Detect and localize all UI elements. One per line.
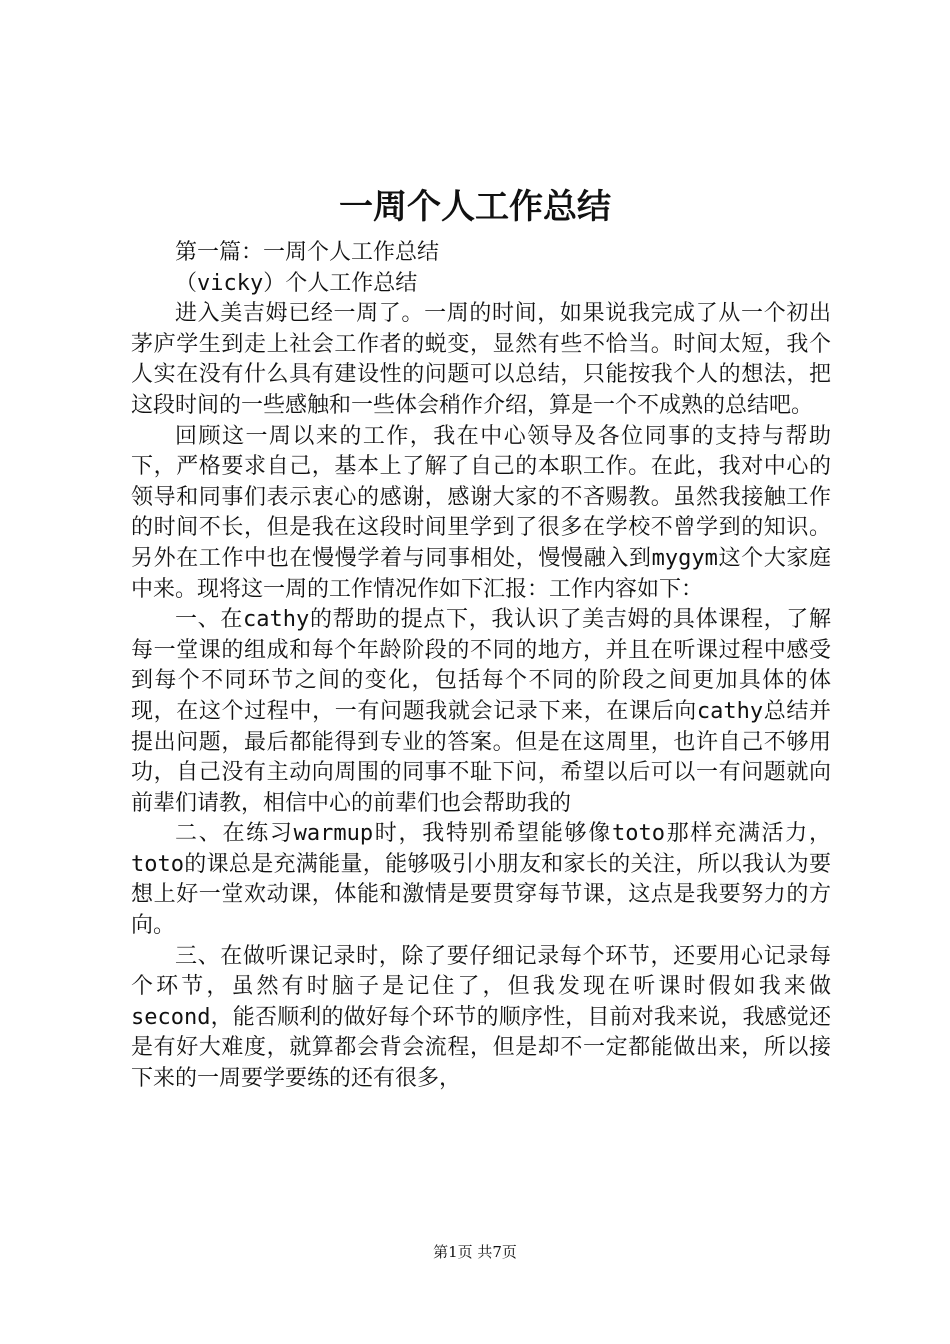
page-number-footer: 第1页 共7页 [433, 1243, 517, 1261]
paragraph: 进入美吉姆已经一周了。一周的时间，如果说我完成了从一个初出茅庐学生到走上社会工作者的蜕变，显然有些不恰当。时间太短，我个人实在没有什么具有建设性的问题可以总结，只能按我个人的想法，把这段时间的一些感触和一些体会稍作介绍，算是一个不成熟的总结吧。 [131, 301, 831, 418]
paragraph: 二、在练习warmup时，我特别希望能够像toto那样充满活力，toto的课总是充满能量，能够吸引小朋友和家长的关注，所以我认为要想上好一堂欢动课，体能和激情是要贯穿每节课，这点是我要努力的方向。 [131, 821, 831, 939]
document-title: 一周个人工作总结 [339, 187, 611, 227]
paragraph: 三、在做听课记录时，除了要仔细记录每个环节，还要用心记录每个环节，虽然有时脑子是记住了，但我发现在听课时假如我来做second，能否顺利的做好每个环节的顺序性，目前对我来说，我感觉还是有好大难度，就算都会背会流程，但是却不一定都能做出来，所以接下来的一周要学要练的还有很多， [131, 943, 831, 1092]
document-body [131, 238, 831, 1095]
paragraph: 回顾这一周以来的工作，我在中心领导及各位同事的支持与帮助下，严格要求自己，基本上了解了自己的本职工作。在此，我对中心的领导和同事们表示衷心的感谢，感谢大家的不吝赐教。虽然我接触工作的时间不长，但是我在这段时间里学到了很多在学校不曾学到的知识。另外在工作中也在慢慢学着与同事相处，慢慢融入到mygym这个大家庭中来。现将这一周的工作情况作如下汇报：工作内容如下： [131, 423, 831, 602]
subtitle: （vicky）个人工作总结 [175, 270, 418, 296]
paragraph: 一、在cathy的帮助的提点下，我认识了美吉姆的具体课程，了解每一堂课的组成和每个年龄阶段的不同的地方，并且在听课过程中感受到每个不同环节之间的变化，包括每个不同的阶段之间更加具体的体现，在这个过程中，一有问题我就会记录下来，在课后向cathy总结并提出问题，最后都能得到专业的答案。但是在这周里，也许自己不够用功，自己没有主动向周围的同事不耻下问，希望以后可以一有问题就向前辈们请教，相信中心的前辈们也会帮助我的 [131, 607, 831, 816]
section-heading: 第一篇：一周个人工作总结 [175, 240, 440, 265]
